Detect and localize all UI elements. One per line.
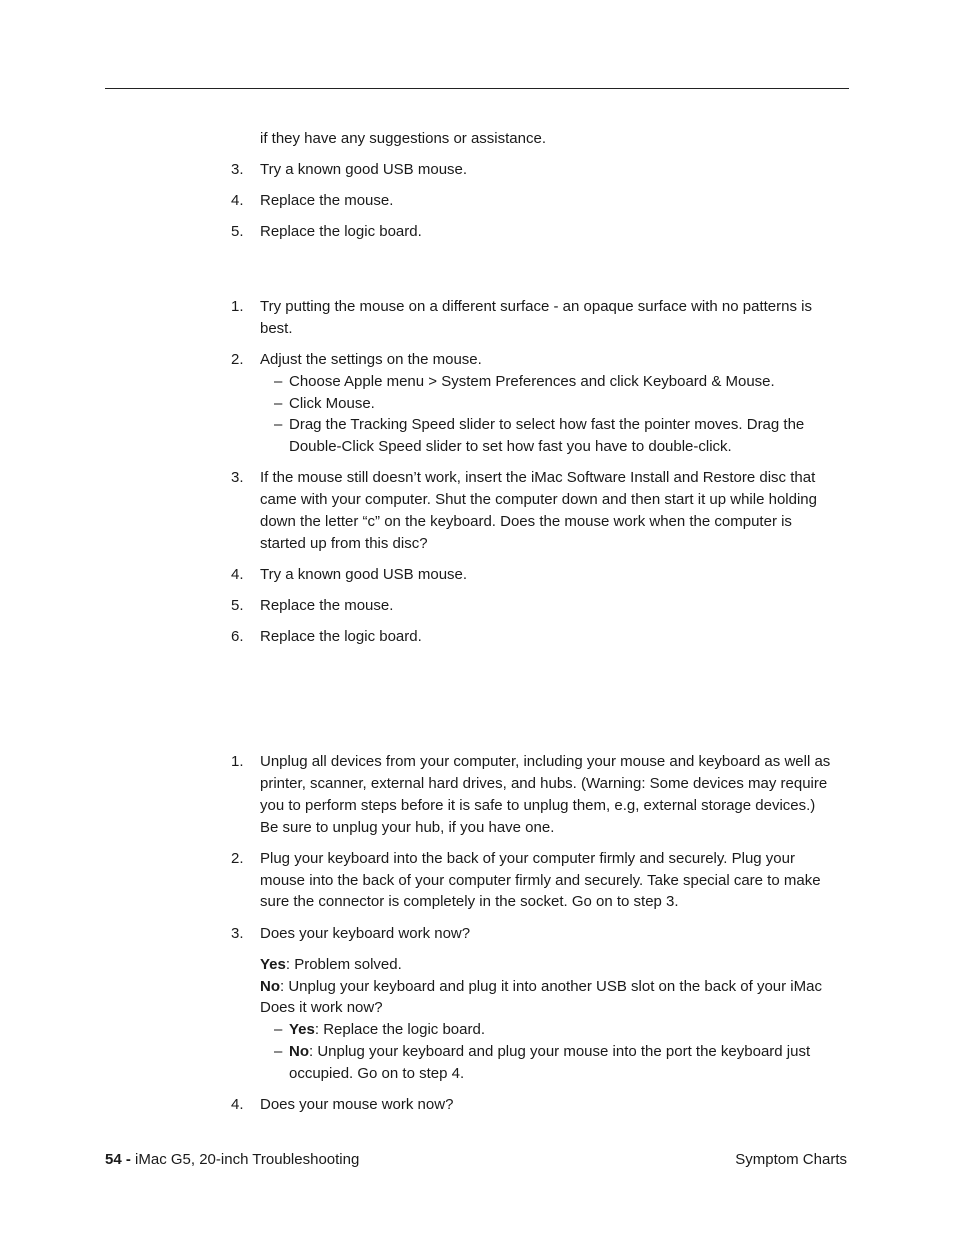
list-item-continuation — [0, 817, 954, 839]
item-number: 1. — [231, 298, 244, 315]
item-number: 3. — [231, 925, 244, 942]
item-text: Does your keyboard work now? — [260, 925, 471, 942]
list-item-continuation — [0, 489, 954, 511]
list-item — [0, 159, 954, 181]
item-text: if they have any suggestions or assistance. — [260, 130, 546, 147]
sub-yes-text: : Replace the logic board. — [314, 1021, 485, 1038]
list-item-continuation — [0, 891, 954, 913]
item-text: down the letter “c” on the keyboard. Does the mouse work when the computer is — [260, 513, 792, 530]
list-item — [0, 848, 954, 870]
item-number: 6. — [231, 628, 244, 645]
sub-no-label: No — [289, 1043, 309, 1060]
no-label: No — [260, 978, 280, 995]
item-text: best. — [260, 320, 293, 337]
item-text: Try a known good USB mouse. — [260, 566, 468, 583]
item-text: printer, scanner, external hard drives, and hubs. (Warning: Some devices may require — [260, 775, 828, 792]
item-text: Replace the mouse. — [260, 597, 394, 614]
list-item — [0, 296, 954, 318]
list-item — [0, 923, 954, 945]
sub-item-text: Drag the Tracking Speed slider to select how fast the pointer moves. Drag the — [289, 416, 805, 433]
item-number: 4. — [231, 1096, 244, 1113]
item-text: Be sure to unplug your hub, if you have one. — [260, 819, 555, 836]
list-item — [0, 349, 954, 371]
item-text: Replace the mouse. — [260, 192, 394, 209]
list-item — [0, 190, 954, 212]
item-text: Plug your keyboard into the back of your computer firmly and securely. Plug your — [260, 850, 795, 867]
list-item-continuation — [0, 318, 954, 340]
sub-yes-label: Yes — [289, 1021, 315, 1038]
footer-left — [105, 1149, 359, 1171]
item-text: Replace the logic board. — [260, 628, 422, 645]
list-item-continuation — [0, 773, 954, 795]
item-text: Try a known good USB mouse. — [260, 161, 468, 178]
sub-list-item-continuation — [0, 1063, 954, 1085]
dash-bullet: – — [274, 395, 283, 412]
sub-list-item-continuation — [0, 436, 954, 458]
sub-item-text: Choose Apple menu > System Preferences and click Keyboard & Mouse. — [289, 373, 775, 390]
footer-section-name: Symptom Charts — [735, 1151, 847, 1168]
list-item-continuation — [0, 795, 954, 817]
sub-list-item — [0, 371, 954, 393]
list-item-continuation — [0, 533, 954, 555]
item-number: 1. — [231, 753, 244, 770]
item-number: 4. — [231, 566, 244, 583]
list-item-continuation — [0, 870, 954, 892]
item-text: Adjust the settings on the mouse. — [260, 351, 482, 368]
dash-bullet: – — [274, 1043, 283, 1060]
sub-list-item — [0, 393, 954, 415]
item-text: sure the connector is completely in the socket. Go on to step 3. — [260, 893, 679, 910]
item-text: Replace the logic board. — [260, 223, 422, 240]
list-item — [0, 221, 954, 243]
yes-label: Yes — [260, 956, 286, 973]
item-text: Try putting the mouse on a different surface - an opaque surface with no patterns is — [260, 298, 812, 315]
list-item — [0, 564, 954, 586]
item-number: 3. — [231, 161, 244, 178]
sub-list-item — [0, 1041, 954, 1063]
item-number: 5. — [231, 223, 244, 240]
list-item — [0, 1094, 954, 1116]
item-text: started up from this disc? — [260, 535, 428, 552]
item-number: 2. — [231, 351, 244, 368]
yes-text: : Problem solved. — [285, 956, 402, 973]
document-title: iMac G5, 20-inch Troubleshooting — [130, 1151, 360, 1168]
item-number: 4. — [231, 192, 244, 209]
sub-no-text: : Unplug your keyboard and plug your mouse into the port the keyboard just — [309, 1043, 811, 1060]
item-text: Does your mouse work now? — [260, 1096, 454, 1113]
sub-list-item — [0, 414, 954, 436]
sub-no-text-line2: occupied. Go on to step 4. — [289, 1065, 465, 1082]
page-number: 54 - — [105, 1151, 131, 1168]
list-item — [0, 751, 954, 773]
sub-item-text: Double-Click Speed slider to set how fast you have to double-click. — [289, 438, 732, 455]
sub-item-text: Click Mouse. — [289, 395, 375, 412]
item-number: 2. — [231, 850, 244, 867]
dash-bullet: – — [274, 416, 283, 433]
no-text-line2: Does it work now? — [260, 999, 383, 1016]
list-item-continuation — [0, 511, 954, 533]
dash-bullet: – — [274, 1021, 283, 1038]
dash-bullet: – — [274, 373, 283, 390]
item-text: If the mouse still doesn’t work, insert the iMac Software Install and Restore disc that — [260, 469, 816, 486]
item-text: came with your computer. Shut the computer down and then start it up while holding — [260, 491, 817, 508]
header-rule — [105, 88, 849, 89]
item-number: 3. — [231, 469, 244, 486]
sub-list-item — [0, 1019, 954, 1041]
list-item — [0, 467, 954, 489]
item-text: Unplug all devices from your computer, including your mouse and keyboard as well as — [260, 753, 831, 770]
answer-no-continuation — [0, 997, 954, 1019]
list-item-continuation — [0, 128, 954, 150]
no-text: : Unplug your keyboard and plug it into another USB slot on the back of your iMac — [280, 978, 822, 995]
item-number: 5. — [231, 597, 244, 614]
list-item — [0, 595, 954, 617]
list-item — [0, 626, 954, 648]
item-text: you to perform steps before it is safe to unplug them, e.g, external storage devices.) — [260, 797, 816, 814]
answer-no — [0, 976, 954, 998]
item-text: mouse into the back of your computer firmly and securely. Take special care to make — [260, 872, 821, 889]
answer-yes — [0, 954, 954, 976]
